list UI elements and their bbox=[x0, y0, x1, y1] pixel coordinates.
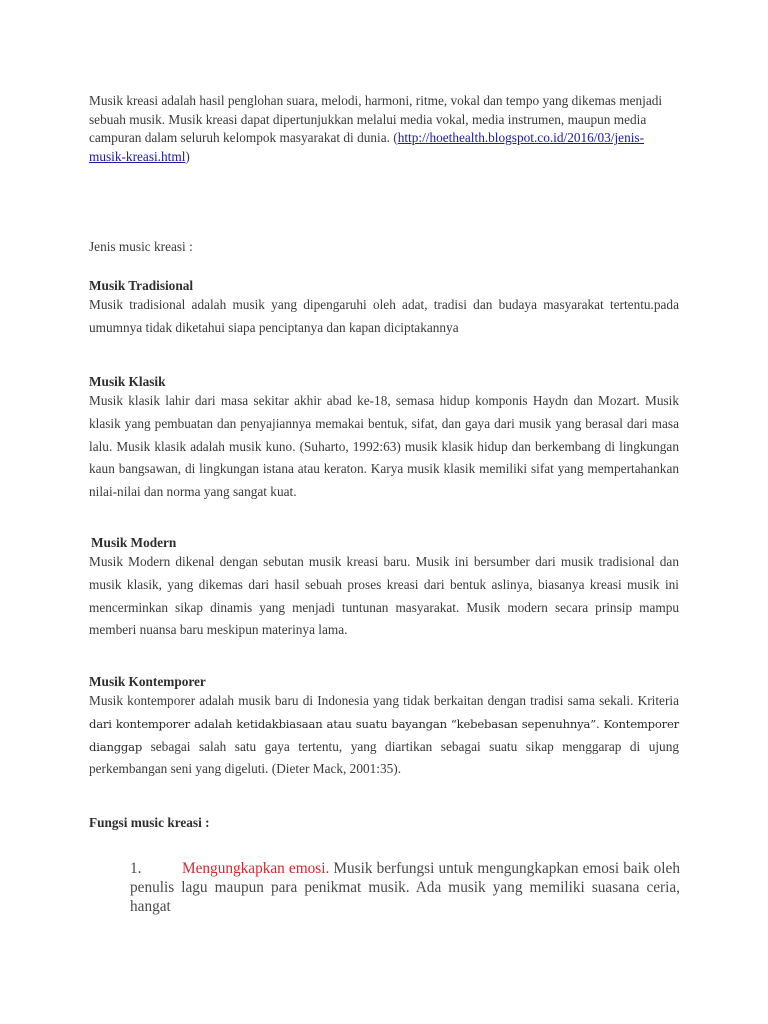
list-item-title: Mengungkapkan emosi bbox=[182, 860, 326, 877]
heading-musik-klasik: Musik Klasik bbox=[89, 374, 166, 389]
jenis-label: Jenis music kreasi : bbox=[89, 239, 193, 254]
source-link[interactable]: http://hoethealth.blogspot.co.id/2016/03/jenis-musik-kreasi.html bbox=[89, 130, 645, 164]
paragraph-musik-modern: Musik Modern dikenal dengan sebutan musik kreasi baru. Musik ini bersumber dari musik tradisional dan musik klasik, yang dikemas dari hasil sebuah proses kreasi dari bentuk aslinya, biasanya kreasi musik ini mencerminkan sikap dinamis yang menjadi tuntunan masyarakat. Musik modern secara prinsip mampu memberi nuansa baru meskipun materinya lama. bbox=[89, 554, 679, 638]
kontemporer-text-3: sebagai salah satu gaya tertentu, yang diartikan sebagai suatu sikap menggarap di ujung perkembangan seni yang digeluti. (Dieter Mack, 2001:35). bbox=[89, 738, 679, 777]
heading-musik-tradisional: Musik Tradisional bbox=[89, 278, 194, 293]
heading-fungsi-music-kreasi: Fungsi music kreasi : bbox=[89, 815, 210, 830]
list-number: 1. bbox=[130, 860, 142, 877]
paragraph-musik-klasik: Musik klasik lahir dari masa sekitar akhir abad ke-18, semasa hidup komponis Haydn dan Mozart. Musik klasik yang pembuatan dan penyajiannya memakai bentuk, sifat, dan gaya dari musik yang berasal dari masa lalu. Musik klasik adalah musik kuno. (Suharto, 1992:63) musik klasik hidup dan berkembang di lingkungan kaun bangsawan, di lingkungan istana atau keraton. Karya musik klasik memiliki sifat yang mempertahankan nilai-nilai dan norma yang sangat kuat. bbox=[89, 393, 679, 500]
paragraph-musik-kontemporer bbox=[89, 690, 679, 781]
intro-text: Musik kreasi adalah hasil penglohan suara, melodi, harmoni, ritme, vokal dan tempo yang dikemas menjadi sebuah musik. Musik kreasi dapat dipertunjukkan melalui media vokal, media instrumen, maupun media campuran dalam seluruh kelompok masyarakat di dunia. ( bbox=[89, 93, 663, 146]
kontemporer-text-1: Musik kontemporer adalah musik baru di Indonesia yang tidak berkaitan dengan tradisi sama sekali. Kriteria bbox=[89, 693, 679, 708]
heading-musik-modern: Musik Modern bbox=[91, 535, 177, 550]
document-page bbox=[89, 92, 680, 915]
fungsi-list-item bbox=[130, 859, 680, 916]
heading-musik-kontemporer: Musik Kontemporer bbox=[89, 674, 206, 689]
list-item-body: Musik berfungsi untuk mengungkapkan emosi baik oleh penulis lagu maupun para penikmat musik. Ada musik yang memiliki suasana ceria, hangat bbox=[130, 860, 680, 915]
intro-link-close: ) bbox=[185, 148, 190, 164]
intro-paragraph bbox=[89, 92, 679, 166]
list-item-title-punct: . bbox=[325, 860, 330, 877]
paragraph-musik-tradisional: Musik tradisional adalah musik yang dipengaruhi oleh adat, tradisi dan budaya masyarakat tertentu.pada umumnya tidak diketahui siapa penciptanya dan kapan diciptakannya bbox=[89, 297, 679, 335]
kontemporer-text-2: dari kontemporer adalah ketidakbiasaan atau suatu bayangan “kebebasan sepenuhnya”. Kontemporer dianggap bbox=[89, 716, 679, 754]
